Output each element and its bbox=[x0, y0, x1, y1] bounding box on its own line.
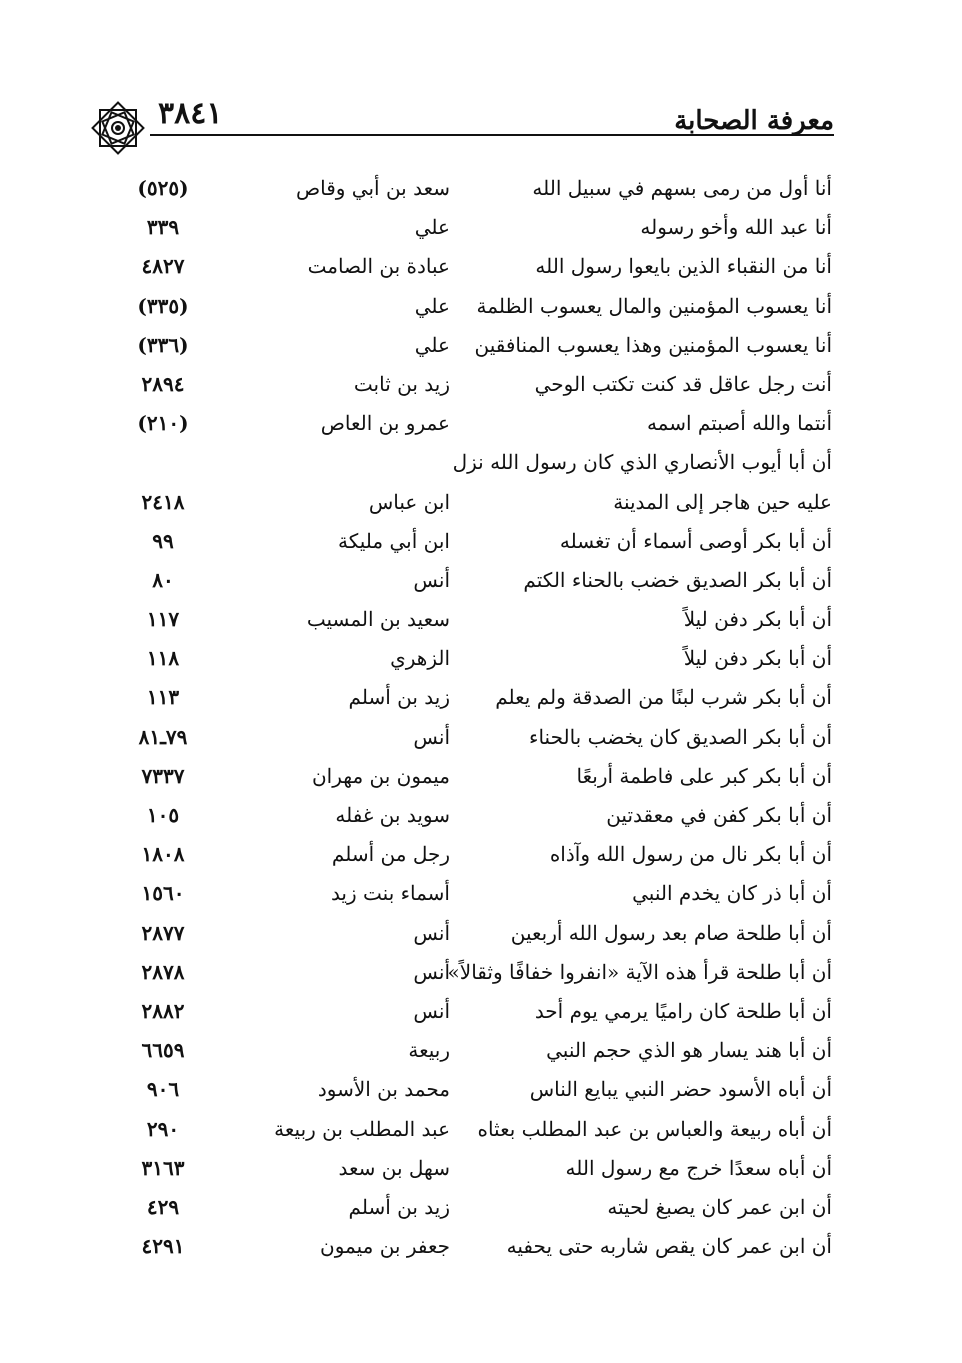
index-row bbox=[0, 1032, 962, 1071]
narrator: عبد المطلب بن ربيعة bbox=[274, 1116, 450, 1141]
narrator: أنس bbox=[413, 998, 450, 1023]
hadith-text: أن أبا بكر كبر على فاطمة أربعًا bbox=[576, 763, 832, 788]
reference-number: ٢٨٧٨ bbox=[141, 959, 185, 984]
reference-number: ٣٣٩ bbox=[146, 215, 180, 240]
narrator: ابن عباس bbox=[368, 489, 450, 514]
reference-number: ٧٣٣٧ bbox=[141, 763, 185, 788]
index-row bbox=[0, 1071, 962, 1110]
reference-number: ٢٨٨٢ bbox=[141, 998, 185, 1023]
narrator: الزهري bbox=[390, 646, 450, 671]
hadith-text: أنا يعسوب المؤمنين وهذا يعسوب المنافقين bbox=[474, 332, 832, 357]
hadith-text: أن أبا بكر دفن ليلاً bbox=[683, 607, 832, 632]
header-rule bbox=[150, 134, 834, 136]
reference-number: ٤٨٢٧ bbox=[141, 254, 185, 279]
hadith-text: أن أبا بكر شرب لبنًا من الصدقة ولم يعلم bbox=[495, 685, 832, 710]
narrator: رجل من أسلم bbox=[331, 842, 450, 867]
hadith-text: أن أبا طلحة قرأ هذه الآية «انفروا خفافًا وثقالاً» bbox=[447, 959, 832, 984]
reference-number: ٩٩ bbox=[152, 528, 174, 553]
hadith-text: أن أبا بكر الصديق خضب بالحناء الكتم bbox=[523, 567, 832, 592]
narrator: سويد بن غفله bbox=[335, 803, 450, 827]
reference-number: ١٠٥ bbox=[146, 803, 180, 827]
narrator: زيد بن ثابت bbox=[353, 371, 450, 396]
reference-number: ١١٣ bbox=[146, 685, 180, 710]
hadith-text: أنت رجل عاقل قد كنت تكتب الوحي bbox=[534, 371, 832, 396]
reference-number: ٢٤١٨ bbox=[141, 489, 185, 514]
narrator: زيد بن أسلم bbox=[348, 685, 450, 710]
hadith-text: أنا يعسوب المؤمنين والمال يعسوب الظلمة bbox=[476, 293, 832, 318]
reference-number: (٥٢٥) bbox=[137, 176, 189, 200]
hadith-text: أن أبا بكر أوصى أسماء أن تغسله bbox=[559, 528, 832, 553]
hadith-text: أن ابن عمر كان يصبغ لحيته bbox=[607, 1194, 832, 1219]
narrator: أنس bbox=[413, 920, 450, 945]
index-row bbox=[0, 444, 962, 483]
narrator: علي bbox=[414, 293, 450, 318]
book-title: معرفة الصحابة bbox=[674, 106, 834, 136]
index-row bbox=[0, 915, 962, 954]
index-row bbox=[0, 327, 962, 366]
index-row bbox=[0, 1111, 962, 1150]
hadith-text: أن ابن عمر كان يقص شاربه حتى يحفيه bbox=[506, 1234, 832, 1259]
hadith-text: أنتما والله أصبتم اسمه bbox=[646, 411, 832, 436]
index-row bbox=[0, 875, 962, 914]
narrator: أسماء بنت زيد bbox=[330, 881, 450, 906]
index-row bbox=[0, 758, 962, 797]
reference-number: ٢٨٧٧ bbox=[141, 920, 185, 945]
hadith-text: أنا من النقباء الذين بايعوا رسول الله bbox=[535, 254, 832, 279]
index-row bbox=[0, 484, 962, 523]
hadith-text: أن أباه سعدًا خرج مع رسول الله bbox=[565, 1155, 832, 1180]
narrator: أنس bbox=[413, 959, 450, 984]
hadith-text: أن أبا بكر كفن في معقدتين bbox=[606, 803, 832, 827]
reference-number: (٢١٠) bbox=[137, 411, 189, 436]
index-row bbox=[0, 523, 962, 562]
reference-number: ٢٩٠ bbox=[146, 1116, 180, 1141]
hadith-text: أن أباه ربيعة والعباس بن عبد المطلب بعثاه bbox=[477, 1116, 832, 1141]
hadith-text: أن أبا طلحة صام بعد رسول الله أربعين bbox=[510, 920, 832, 945]
hadith-text: أن أبا ذر كان يخدم النبي bbox=[632, 881, 832, 906]
hadith-text: أن أبا هند يسار هو الذي حجم النبي bbox=[546, 1038, 832, 1063]
index-row bbox=[0, 170, 962, 209]
narrator: زيد بن أسلم bbox=[348, 1194, 450, 1219]
index-row bbox=[0, 1189, 962, 1228]
index-row bbox=[0, 954, 962, 993]
reference-number: ٢٨٩٤ bbox=[141, 371, 185, 396]
reference-number: ٣١٦٣ bbox=[141, 1155, 185, 1180]
narrator: محمد بن الأسود bbox=[317, 1077, 450, 1102]
hadith-text: أن أبا بكر دفن ليلاً bbox=[683, 646, 832, 671]
narrator: عمرو بن العاص bbox=[320, 411, 450, 436]
narrator: ميمون بن مهران bbox=[311, 763, 450, 788]
narrator: سهل بن سعد bbox=[338, 1155, 450, 1180]
reference-number: ١٨٠٨ bbox=[141, 842, 185, 867]
narrator: عبادة بن الصامت bbox=[307, 254, 450, 279]
page-header bbox=[0, 0, 962, 170]
hadith-text: أن أبا بكر نال من رسول الله وآذاه bbox=[549, 842, 832, 867]
index-list bbox=[0, 170, 962, 1267]
hadith-text: أن أبا أيوب الأنصاري الذي كان رسول الله نزل bbox=[452, 450, 832, 475]
narrator: علي bbox=[414, 215, 450, 240]
index-row bbox=[0, 1150, 962, 1189]
reference-number: ٨٠ bbox=[152, 567, 174, 592]
narrator: ربيعة bbox=[408, 1038, 450, 1063]
index-row bbox=[0, 248, 962, 287]
narrator: جعفر بن ميمون bbox=[320, 1234, 450, 1259]
hadith-text: عليه حين هاجر إلى المدينة bbox=[613, 489, 832, 514]
reference-number: ١١٨ bbox=[146, 646, 180, 671]
hadith-text: أنا عبد الله وأخو رسوله bbox=[640, 215, 832, 240]
reference-number: ٤٢٩١ bbox=[141, 1234, 185, 1259]
narrator: سعيد بن المسيب bbox=[306, 607, 450, 632]
narrator: أنس bbox=[413, 567, 450, 592]
index-row bbox=[0, 1228, 962, 1267]
narrator: علي bbox=[414, 332, 450, 357]
index-row bbox=[0, 366, 962, 405]
index-row bbox=[0, 209, 962, 248]
reference-number: ١١٧ bbox=[146, 607, 180, 632]
narrator: أنس bbox=[413, 724, 450, 749]
index-row bbox=[0, 836, 962, 875]
index-row bbox=[0, 797, 962, 836]
index-row bbox=[0, 640, 962, 679]
index-row bbox=[0, 405, 962, 444]
index-row bbox=[0, 993, 962, 1032]
reference-number: (٣٣٦) bbox=[137, 332, 189, 357]
index-row bbox=[0, 601, 962, 640]
hadith-text: أن أبا بكر الصديق كان يخضب بالحناء bbox=[529, 724, 832, 749]
index-row bbox=[0, 719, 962, 758]
reference-number: (٣٣٥) bbox=[137, 293, 189, 318]
hadith-text: أنا أول من رمى بسهم في سبيل الله bbox=[532, 176, 832, 200]
reference-number: ٦٦٥٩ bbox=[141, 1038, 185, 1063]
geometric-star-ornament-icon bbox=[86, 96, 150, 160]
index-row bbox=[0, 288, 962, 327]
index-row bbox=[0, 562, 962, 601]
reference-number: ٧٩ـ٨١ bbox=[138, 724, 188, 749]
reference-number: ٩٠٦ bbox=[146, 1077, 180, 1102]
narrator: سعد بن أبي وقاص bbox=[295, 176, 450, 200]
hadith-text: أن أبا طلحة كان راميًا يرمي يوم أحد bbox=[534, 998, 832, 1023]
hadith-text: أن أباه الأسود حضر النبي يبايع الناس bbox=[529, 1077, 832, 1102]
page-number: ٣٨٤١ bbox=[158, 96, 223, 131]
index-row bbox=[0, 679, 962, 718]
reference-number: ١٥٦٠ bbox=[141, 881, 185, 906]
narrator: ابن أبي مليكة bbox=[338, 528, 450, 553]
reference-number: ٤٢٩ bbox=[146, 1194, 180, 1219]
